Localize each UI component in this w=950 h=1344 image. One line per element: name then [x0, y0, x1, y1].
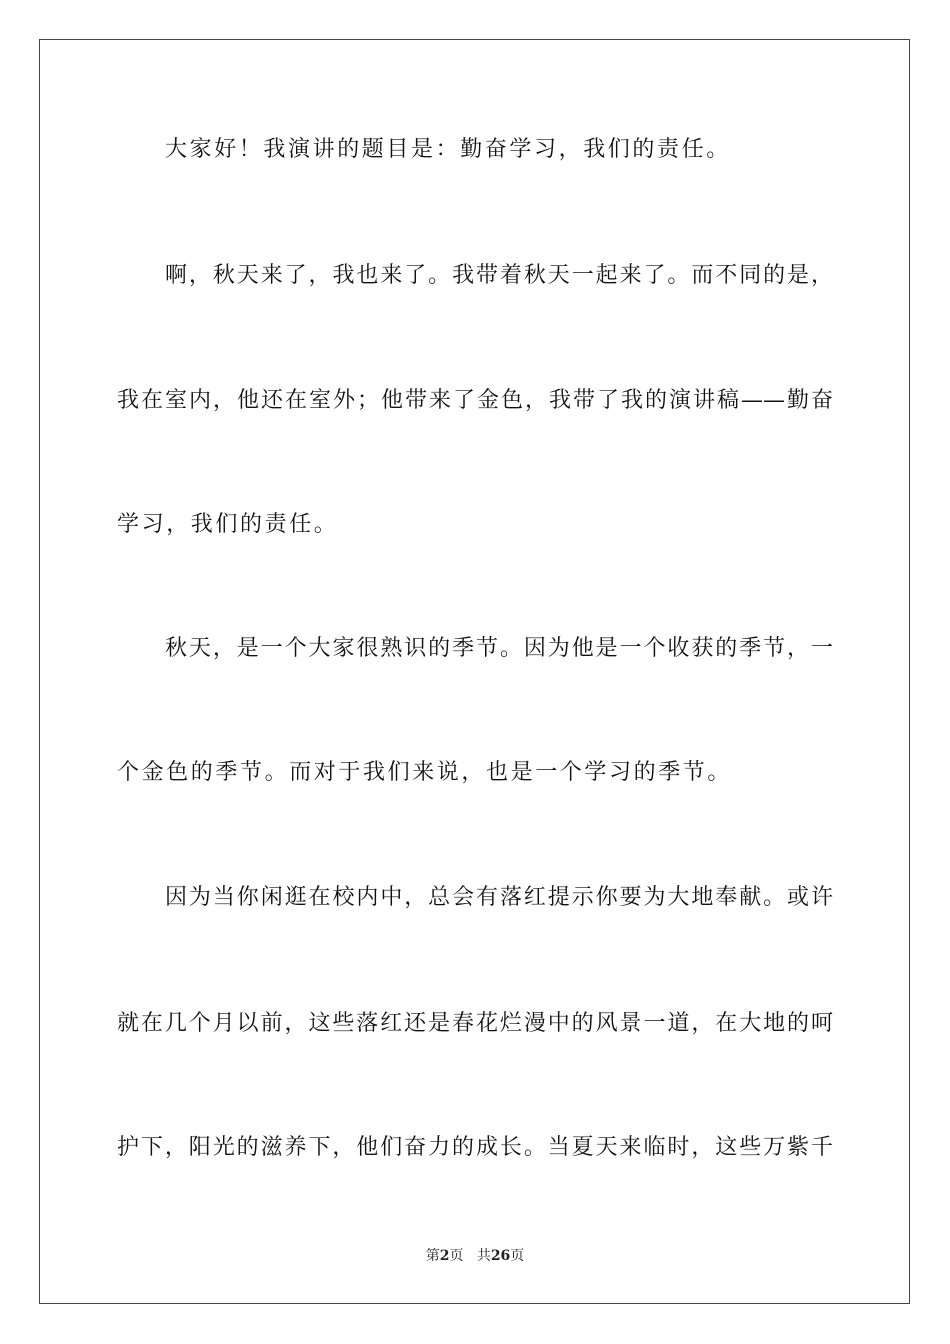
footer-total-prefix: 共: [476, 1248, 491, 1264]
footer-page-suffix: 页: [449, 1248, 464, 1264]
paragraph-line-7: 因为当你闲逛在校内中，总会有落红提示你要为大地奉献。或许: [165, 885, 833, 910]
paragraph-line-2: 啊，秋天来了，我也来了。我带着秋天一起来了。而不同的是，: [165, 263, 833, 288]
paragraph-line-9: 护下，阳光的滋养下，他们奋力的成长。当夏天来临时，这些万紫千: [117, 1135, 833, 1160]
paragraph-line-3: 我在室内，他还在室外；他带来了金色，我带了我的演讲稿——勤奋: [117, 388, 833, 413]
page-footer: [0, 1247, 950, 1265]
footer-page-prefix: 第: [425, 1248, 440, 1264]
paragraph-line-4: 学习，我们的责任。: [117, 512, 339, 537]
paragraph-line-8: 就在几个月以前，这些落红还是春花烂漫中的风景一道，在大地的呵: [117, 1011, 833, 1036]
paragraph-line-6: 个金色的季节。而对于我们来说，也是一个学习的季节。: [117, 760, 733, 785]
footer-total-pages: 26: [490, 1248, 511, 1264]
paragraph-line-1: 大家好！我演讲的题目是：勤奋学习，我们的责任。: [165, 137, 731, 162]
paragraph-line-5: 秋天，是一个大家很熟识的季节。因为他是一个收获的季节，一: [165, 636, 833, 661]
footer-total-suffix: 页: [510, 1248, 525, 1264]
page-frame: [39, 39, 910, 1304]
footer-page-number: 2: [439, 1248, 450, 1264]
